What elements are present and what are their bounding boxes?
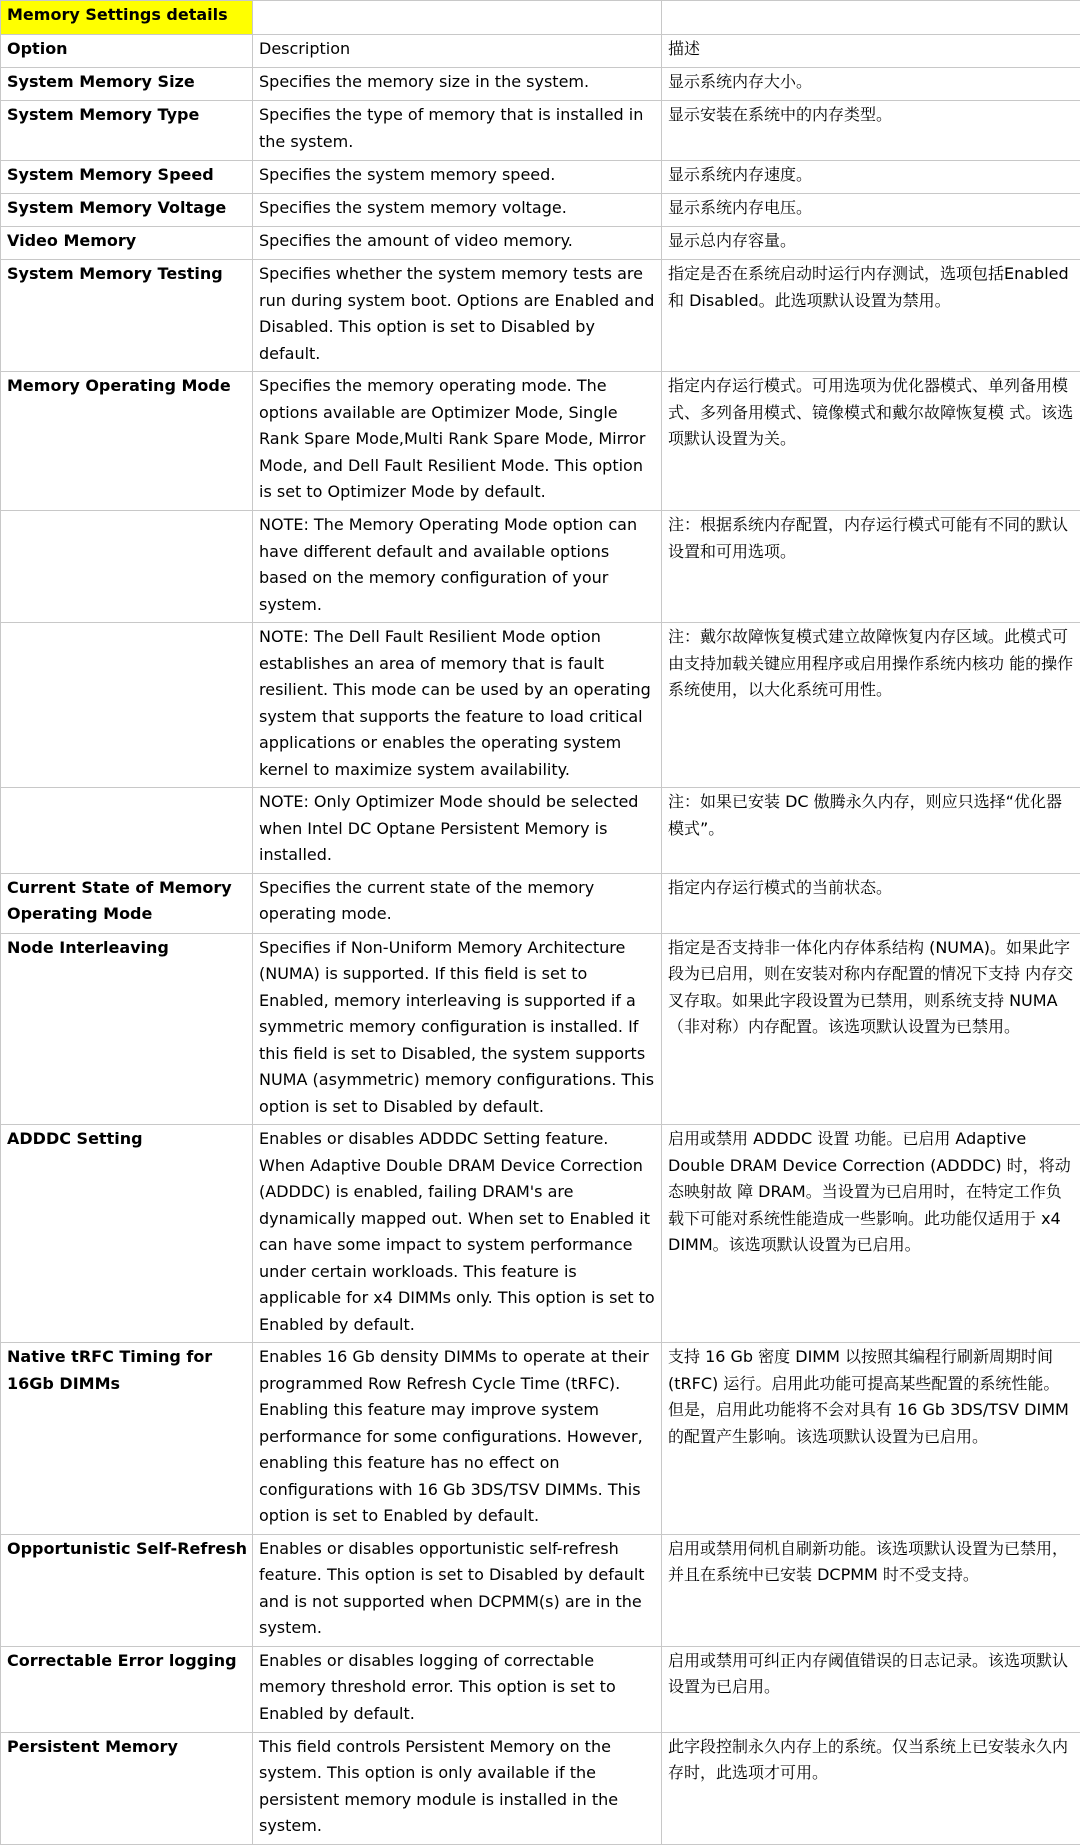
description-cell: Specifies the system memory voltage. (253, 194, 662, 227)
option-cell (1, 623, 253, 788)
option-cell: Correctable Error logging (1, 1646, 253, 1732)
option-cell (1, 788, 253, 874)
option-cell: System Memory Speed (1, 161, 253, 194)
description-zh-cell: 指定是否在系统启动时运行内存测试，选项包括Enabled和 Disabled。此选项默认设置为禁用。 (662, 260, 1080, 372)
option-cell: Video Memory (1, 227, 253, 260)
table-row (1, 161, 1080, 194)
option-cell (1, 511, 253, 623)
option-cell: System Memory Size (1, 68, 253, 101)
description-zh-cell: 注：根据系统内存配置，内存运行模式可能有不同的默认设置和可用选项。 (662, 511, 1080, 623)
description-zh-cell: 此字段控制永久内存上的系统。仅当系统上已安装永久内存时，此选项才可用。 (662, 1732, 1080, 1844)
description-cell: Enables or disables ADDDC Setting feature. When Adaptive Double DRAM Device Correction (ADDDC) is enabled, failing DRAM's are dynamically mapped out. When set to Enabled it can have some impact to system performance under certain workloads. This feature is applicable for x4 DIMMs only. This option is set to Enabled by default. (253, 1125, 662, 1343)
description-cell: NOTE: The Dell Fault Resilient Mode option establishes an area of memory that is fault resilient. This mode can be used by an operating system that supports the feature to load critical applications or enables the operating system kernel to maximize system availability. (253, 623, 662, 788)
description-cell: Enables 16 Gb density DIMMs to operate at their programmed Row Refresh Cycle Time (tRFC). Enabling this feature may improve system performance for some configurations. However, enabling this feature has no effect on configurations with 16 Gb 3DS/TSV DIMMs. This option is set to Enabled by default. (253, 1343, 662, 1535)
description-cell: Enables or disables logging of correctable memory threshold error. This option is set to Enabled by default. (253, 1646, 662, 1732)
description-cell: This field controls Persistent Memory on the system. This option is only available if the persistent memory module is installed in the system. (253, 1732, 662, 1844)
header-description: Description (253, 35, 662, 68)
table-row (1, 873, 1080, 933)
description-zh-cell: 指定内存运行模式。可用选项为优化器模式、单列备用模式、多列备用模式、镜像模式和戴尔故障恢复模 式。该选项默认设置为关。 (662, 372, 1080, 511)
option-cell: Native tRFC Timing for 16Gb DIMMs (1, 1343, 253, 1535)
option-cell: ADDDC Setting (1, 1125, 253, 1343)
option-cell: Opportunistic Self-Refresh (1, 1534, 253, 1646)
description-zh-cell: 启用或禁用可纠正内存阈值错误的日志记录。该选项默认设置为已启用。 (662, 1646, 1080, 1732)
table-row (1, 194, 1080, 227)
description-zh-cell: 注：戴尔故障恢复模式建立故障恢复内存区域。此模式可由支持加载关键应用程序或启用操作系统内核功 能的操作系统使用，以大化系统可用性。 (662, 623, 1080, 788)
table-row (1, 623, 1080, 788)
description-zh-cell: 显示总内存容量。 (662, 227, 1080, 260)
option-cell: System Memory Testing (1, 260, 253, 372)
option-cell: Current State of Memory Operating Mode (1, 873, 253, 933)
description-cell: Specifies whether the system memory tests are run during system boot. Options are Enabled and Disabled. This option is set to Disabled by default. (253, 260, 662, 372)
description-cell: Enables or disables opportunistic self-refresh feature. This option is set to Disabled by default and is not supported when DCPMM(s) are in the system. (253, 1534, 662, 1646)
header-description-zh: 描述 (662, 35, 1080, 68)
option-cell: System Memory Voltage (1, 194, 253, 227)
table-row (1, 1534, 1080, 1646)
table-row (1, 227, 1080, 260)
description-zh-cell: 显示系统内存电压。 (662, 194, 1080, 227)
table-row (1, 1343, 1080, 1535)
description-cell: Specifies the memory operating mode. The options available are Optimizer Mode, Single Rank Spare Mode,Multi Rank Spare Mode, Mirror Mode, and Dell Fault Resilient Mode. This option is set to Optimizer Mode by default. (253, 372, 662, 511)
option-cell: Persistent Memory (1, 1732, 253, 1844)
table-title: Memory Settings details (1, 1, 253, 35)
option-cell: System Memory Type (1, 101, 253, 161)
description-cell: Specifies if Non-Uniform Memory Architecture (NUMA) is supported. If this field is set to Enabled, memory interleaving is supported if a symmetric memory configuration is installed. If this field is set to Disabled, the system supports NUMA (asymmetric) memory configurations. This option is set to Disabled by default. (253, 933, 662, 1125)
description-cell: Specifies the type of memory that is installed in the system. (253, 101, 662, 161)
description-cell: Specifies the current state of the memory operating mode. (253, 873, 662, 933)
description-zh-cell: 启用或禁用 ADDDC 设置 功能。已启用 Adaptive Double DRAM Device Correction (ADDDC) 时，将动态映射故 障 DRAM。当设置为已启用时，在特定工作负载下可能对系统性能造成一些影响。此功能仅适用于 x4 DIMM。该选项默认设置为已启用。 (662, 1125, 1080, 1343)
description-zh-cell: 指定是否支持非一体化内存体系结构 (NUMA)。如果此字段为已启用，则在安装对称内存配置的情况下支持 内存交叉存取。如果此字段设置为已禁用，则系统支持 NUMA（非对称）内存配置。该选项默认设置为已禁用。 (662, 933, 1080, 1125)
table-row (1, 788, 1080, 874)
description-cell: Specifies the amount of video memory. (253, 227, 662, 260)
description-zh-cell: 显示系统内存大小。 (662, 68, 1080, 101)
description-cell: Specifies the system memory speed. (253, 161, 662, 194)
table-row (1, 68, 1080, 101)
table-row (1, 511, 1080, 623)
table-row (1, 1732, 1080, 1844)
description-zh-cell: 显示安装在系统中的内存类型。 (662, 101, 1080, 161)
table-row (1, 933, 1080, 1125)
description-zh-cell: 注：如果已安装 DC 傲腾永久内存，则应只选择“优化器模式”。 (662, 788, 1080, 874)
title-empty-cell (662, 1, 1080, 35)
description-zh-cell: 指定内存运行模式的当前状态。 (662, 873, 1080, 933)
description-zh-cell: 显示系统内存速度。 (662, 161, 1080, 194)
description-cell: NOTE: The Memory Operating Mode option can have different default and available options based on the memory configuration of your system. (253, 511, 662, 623)
option-cell: Memory Operating Mode (1, 372, 253, 511)
description-zh-cell: 支持 16 Gb 密度 DIMM 以按照其编程行刷新周期时间 (tRFC) 运行。启用此功能可提高某些配置的系统性能。 但是，启用此功能将不会对具有 16 Gb 3DS/TSV DIMM 的配置产生影响。该选项默认设置为已启用。 (662, 1343, 1080, 1535)
table-row (1, 372, 1080, 511)
description-cell: Specifies the memory size in the system. (253, 68, 662, 101)
header-option: Option (1, 35, 253, 68)
title-empty-cell (253, 1, 662, 35)
table-row (1, 1125, 1080, 1343)
option-cell: Node Interleaving (1, 933, 253, 1125)
table-row (1, 260, 1080, 372)
table-row (1, 1646, 1080, 1732)
table-row (1, 101, 1080, 161)
description-zh-cell: 启用或禁用伺机自刷新功能。该选项默认设置为已禁用，并且在系统中已安装 DCPMM 时不受支持。 (662, 1534, 1080, 1646)
description-cell: NOTE: Only Optimizer Mode should be selected when Intel DC Optane Persistent Memory is installed. (253, 788, 662, 874)
